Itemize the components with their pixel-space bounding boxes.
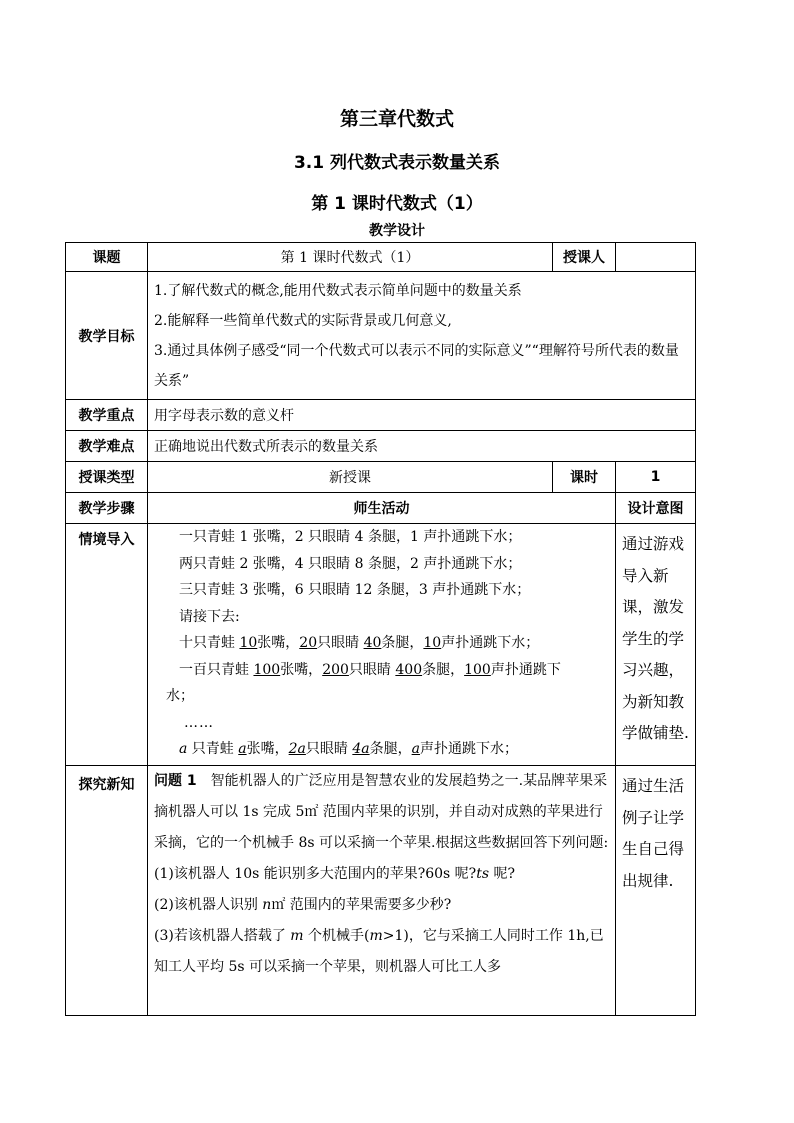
lesson-type-value: 新授课: [148, 462, 553, 493]
intro-line: ……: [184, 714, 214, 731]
intro-line: 一只青蛙 1 张嘴，2 只眼睛 4 条腿，1 声扑通跳下水；: [179, 529, 522, 545]
activity-header: 师生活动: [148, 493, 616, 524]
key-point-value: 用字母表示数的意义杆: [148, 400, 696, 431]
goals-label: 教学目标: [66, 272, 148, 400]
topic-value: 第 1 课时代数式（1）: [148, 243, 553, 272]
lesson-type-label: 授课类型: [66, 462, 148, 493]
row-lesson-type: [66, 462, 696, 493]
intro-line: a 只青蛙 a张嘴，2a只眼睛 4a条腿，a声扑通跳下水；: [179, 741, 518, 757]
row-difficulty: [66, 431, 696, 462]
intro-line: 两只青蛙 2 张嘴，4 只眼睛 8 条腿，2 声扑通跳下水；: [179, 555, 522, 572]
teacher-value: [616, 243, 696, 272]
steps-header: 教学步骤: [66, 493, 148, 524]
topic-label: 课题: [66, 243, 148, 272]
intro-line: 请接下去:: [179, 608, 240, 625]
goal-item: 2.能解释一些简单代数式的实际背景或几何意义,: [154, 312, 452, 329]
lesson-plan-table: [65, 242, 696, 1016]
problem-question: (2)该机器人识别 n㎡ 范围内的苹果需要多少秒?: [154, 897, 452, 913]
row-key-point: [66, 400, 696, 431]
intro-activity: [148, 524, 616, 766]
design-heading: 教学设计: [369, 223, 425, 239]
intent-header: 设计意图: [616, 493, 696, 524]
row-goals: [66, 272, 696, 400]
problem-question: (1)该机器人 10s 能识别多大范围内的苹果?60s 呢?ts 呢?: [154, 866, 515, 882]
difficulty-value: 正确地说出代数式所表示的数量关系: [148, 431, 696, 462]
intro-line: 水；: [166, 688, 194, 704]
explore-label: 探究新知: [66, 766, 148, 1016]
intro-line: 十只青蛙 10张嘴，20只眼睛 40条腿，10声扑通跳下水；: [179, 635, 540, 651]
intro-line: 三只青蛙 3 张嘴，6 只眼睛 12 条腿，3 声扑通跳下水；: [179, 582, 531, 598]
intro-label: 情境导入: [66, 524, 148, 766]
difficulty-label: 教学难点: [66, 431, 148, 462]
hours-label: 课时: [553, 462, 616, 493]
intro-line: 一百只青蛙 100张嘴，200只眼睛 400条腿，100声扑通跳下: [179, 661, 561, 678]
teacher-label: 授课人: [553, 243, 616, 272]
chapter-title: 第三章代数式: [339, 108, 454, 130]
explore-activity: [148, 766, 616, 1016]
goals-content: [148, 272, 696, 400]
hours-value: 1: [616, 462, 696, 493]
problem-paragraph: 问题 1 智能机器人的广泛应用是智慧农业的发展趋势之一.某品牌苹果采摘机器人可以 1s 完成 5㎡ 范围内苹果的识别，并自动对成熟的苹果进行采摘，它的一个机械手 8s 可以采摘一个苹果.根据这些数据回答下列问题:: [154, 773, 609, 851]
goal-item: 1.了解代数式的概念,能用代数式表示简单问题中的数量关系: [154, 282, 522, 299]
goal-item: 3.通过具体例子感受“同一个代数式可以表示不同的实际意义”“理解符号所代表的数量关系”: [154, 342, 679, 389]
intro-intent: 通过游戏导入新课，激发学生的学习兴趣，为新知教学做铺垫.: [616, 524, 696, 766]
row-topic: [66, 243, 696, 272]
row-step-headers: [66, 493, 696, 524]
lesson-title: 第 1 课时代数式（1）: [311, 194, 483, 214]
section-title: 3.1 列代数式表示数量关系: [293, 153, 501, 173]
row-intro: [66, 524, 696, 766]
key-point-label: 教学重点: [66, 400, 148, 431]
explore-intent: 通过生活例子让学生自己得出规律.: [616, 766, 696, 1016]
problem-question: (3)若该机器人搭载了 m 个机械手(m>1)，它与采摘工人同时工作 1h,已知工人平均 5s 可以采摘一个苹果，则机器人可比工人多: [154, 928, 604, 975]
row-explore: [66, 766, 696, 1016]
